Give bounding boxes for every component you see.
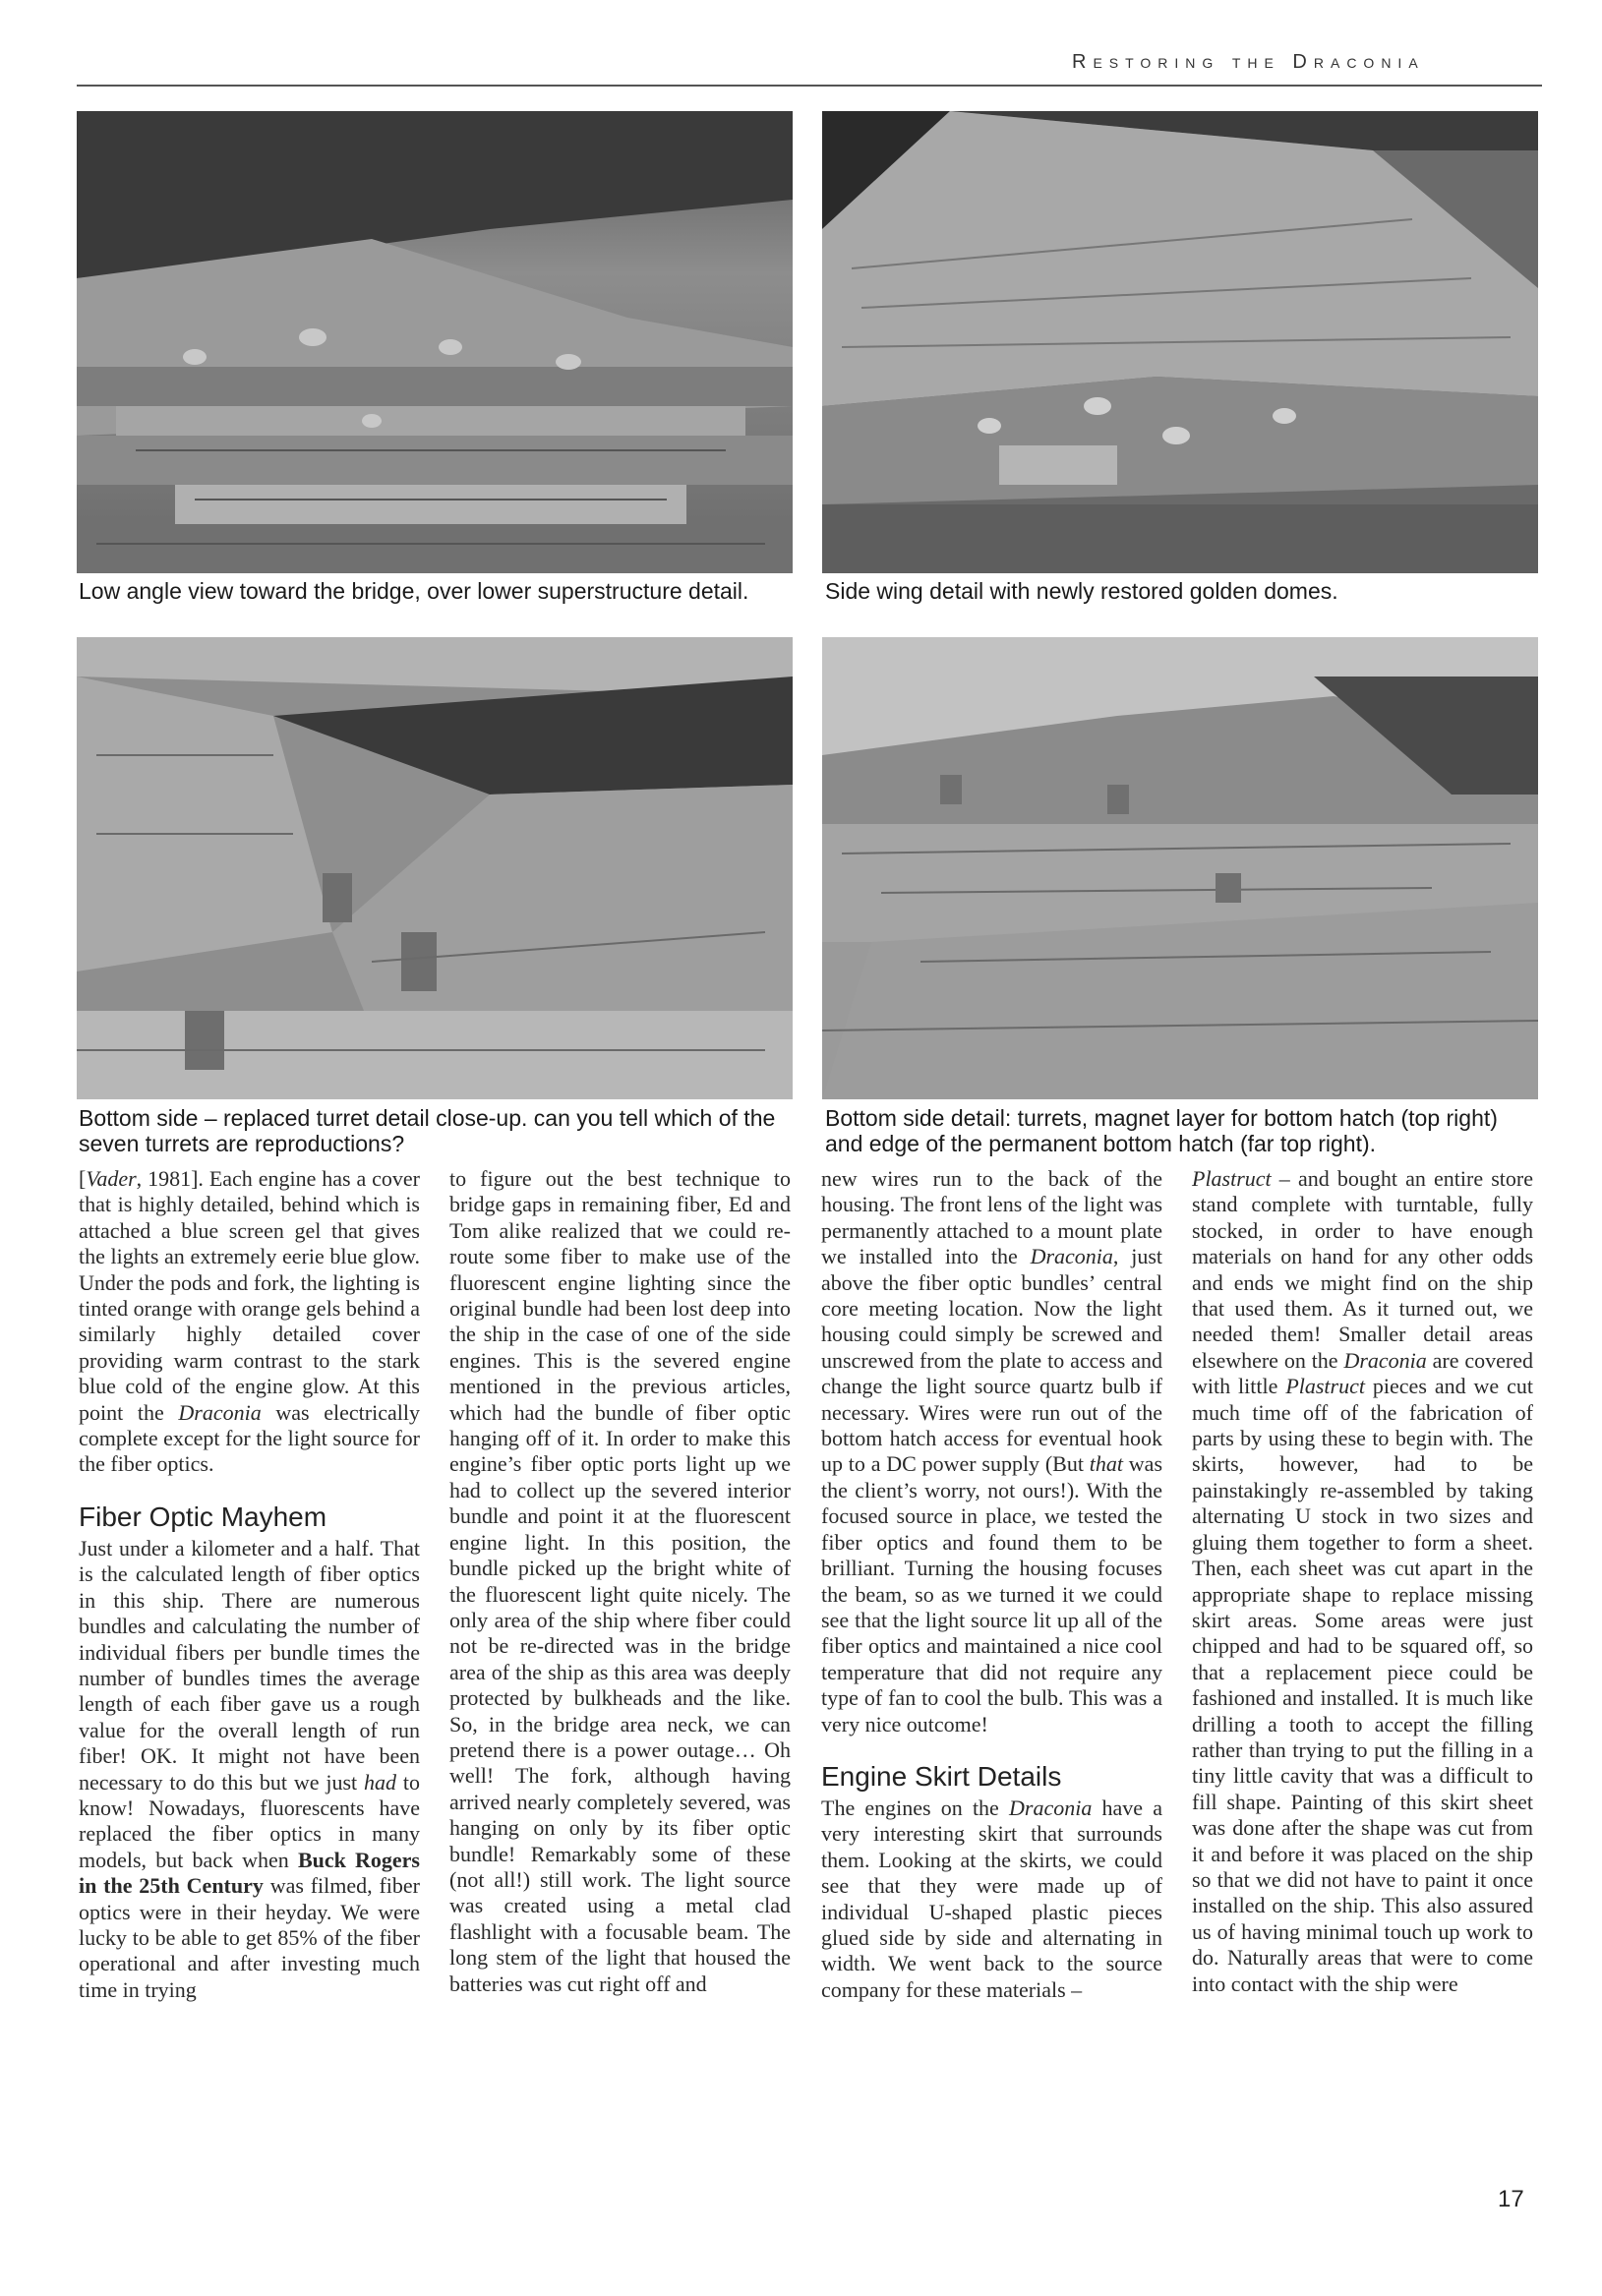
- citation-year: , 1981].: [136, 1166, 209, 1191]
- citation-title: Vader: [86, 1166, 137, 1191]
- text-run: was the client’s worry, not ours!). With the focused source in place, we tested the fiber optics and found them to be brilliant. Turning the housing focuses the beam, so as we turned it we could see that the light source lit up all of the fiber optics and maintained a nice cool temperature that did not require any type of fan to cool the bulb. This was a very nice outcome!: [821, 1451, 1163, 1737]
- paragraph: [821, 1166, 1162, 1737]
- ship-name: Draconia: [1030, 1244, 1113, 1269]
- running-head: Restoring the Draconia: [1072, 51, 1425, 73]
- header-rule: [77, 85, 1542, 87]
- text-run: pieces and we cut much time off of the fabrication of parts by using these to begin with. The skirts, however, had to be painstakingly re-assembled by taking alternating U stock in two sizes and gluing them together to form a sheet. Then, each sheet was cut apart in the appropriate shape to replace missing skirt areas. Some areas were just chipped and had to be squared off, so that a replacement piece could be fashioned and installed. It is much like drilling a tooth to accept the filling rather than trying to put the filling in a tiny little cavity that was a difficult to fill shape. Painting of this skirt sheet was done after the shape was cut from it and before it was placed on the ship so that we did not have to paint it once installed on the ship. This also assured us of having minimal touch up work to do. Naturally areas that were to come into contact with the ship were: [1192, 1374, 1533, 1996]
- text-run: Just under a kilometer and a half. That is the calculated length of fiber optics in this ship. There are numerous bundles and calculating the number of individual fibers per bundle times the number of bundles times the average length of each fiber gave us a rough value for the overall length of run fiber! OK. It might not have been necessary to do this but we just: [79, 1535, 420, 1795]
- paragraph: [1192, 1166, 1533, 1997]
- photo-low-angle-bridge: [77, 111, 793, 573]
- text-run: The engines on the: [821, 1795, 1010, 1820]
- text-run: , just above the fiber optic bundles’ central core meeting location. Now the light housing could simply be screwed and unscrewed from the plate to access and change the light source quartz bulb if necessary. Wires were run out of the bottom hatch access for eventual hook up to a DC power supply (But: [821, 1244, 1162, 1477]
- text-run: Each engine has a cover that is highly detailed, behind which is attached a blue screen gel that gives the lights an extremely eerie blue glow. Under the pods and fork, the lighting is tinted orange with orange gels behind a similarly highly detailed cover providing warm contrast to the stark blue cold of the engine glow. At this point the: [79, 1166, 421, 1425]
- section-heading-fiber-optic: Fiber Optic Mayhem: [79, 1501, 327, 1532]
- brand-name: Plastruct: [1285, 1374, 1365, 1399]
- text-run: new wires run to the back of the housing. The front lens of the light was permanently attached to a mount plate we installed into the: [821, 1166, 1162, 1269]
- brand-name: Plastruct: [1192, 1166, 1272, 1191]
- paragraph: to figure out the best technique to bridge gaps in remaining fiber, Ed and Tom alike realized that we could re-route some fiber to make use of the fluorescent engine lighting since the original bundle had been lost deep into the ship in the case of one of the side engines. This is the severed engine mentioned in the previous articles, which had the bundle of fiber optic hanging off of it. In order to make this engine’s fiber optic ports light up we had to collect up the severed interior bundle and point it at the fluorescent engine light. In this position, the bundle picked up the bright white of the fluorescent light quite nicely. The only area of the ship where fiber could not be re-directed was in the bridge area of the ship as this area was deeply protected by bulkheads and the like. So, in the bridge area neck, we can pretend there is a power outage… Oh well! The fork, although having arrived nearly completely severed, was hanging on only by its fiber optic bundle! Remarkably some of these (not all!) still work. The light source was created using a metal clad flashlight with a focusable beam. The long stem of the light that housed the batteries was cut right off and: [449, 1166, 791, 1996]
- paragraph: [79, 1536, 420, 2003]
- text-run: are covered with little: [1192, 1347, 1534, 1399]
- text-run: – and bought an entire store stand complete with turntable, fully stocked, in order to have enough materials on hand for any other odds and ends we might find on the ship that used them. As it turned out, we needed them! Smaller detail areas elsewhere on the: [1192, 1166, 1533, 1373]
- article-column-2: [449, 1166, 791, 1997]
- caption-photo-4: Bottom side detail: turrets, magnet layer for bottom hatch (top right) and edge of the permanent bottom hatch (far top right).: [825, 1105, 1498, 1156]
- paragraph: [Vader, 1981]. Each engine has a cover that is highly detailed, behind which is attached a blue screen gel that gives the lights an extremely eerie blue glow. Under the pods and fork, the lighting is tinted orange with orange gels behind a similarly highly detailed cover providing warm contrast to the stark blue cold of the engine glow. At this point the Draconia was electrically complete except for the light source for the fiber optics.: [79, 1166, 421, 1477]
- ship-name: Draconia: [178, 1399, 262, 1425]
- caption-photo-3: Bottom side – replaced turret detail close-up. can you tell which of the seven turrets are reproductions?: [79, 1105, 776, 1156]
- section-heading-engine-skirt: Engine Skirt Details: [821, 1760, 1062, 1792]
- show-title: Buck Rogers in the 25th Century: [79, 1847, 420, 1899]
- text-run: was electrically complete except for the light source for the fiber optics.: [79, 1399, 420, 1477]
- text-run: to know! Nowadays, fluorescents have replaced the fiber optics in many models, but back when: [79, 1769, 420, 1872]
- article-column-4: [1192, 1166, 1533, 1997]
- article-column-3: [821, 1166, 1162, 2003]
- emphasis: that: [1089, 1451, 1123, 1477]
- photo-bottom-side-detail: [822, 637, 1538, 1099]
- ship-name: Draconia: [1009, 1795, 1093, 1820]
- caption-photo-1: Low angle view toward the bridge, over lower superstructure detail.: [79, 578, 749, 604]
- photo-side-wing-domes: [822, 111, 1538, 573]
- text-run: have a very interesting skirt that surrounds them. Looking at the skirts, we could see that they were made up of individual U-shaped plastic pieces glued side by side and alternating in width. We went back to the source company for these materials –: [821, 1795, 1162, 2002]
- ship-name: Draconia: [1343, 1347, 1427, 1373]
- article-column-1: [79, 1166, 420, 2003]
- photo-bottom-turret-closeup: [77, 637, 793, 1099]
- paragraph: [821, 1796, 1162, 2003]
- caption-photo-2: Side wing detail with newly restored golden domes.: [825, 578, 1338, 604]
- text-run: was filmed, fiber optics were in their heyday. We were lucky to be able to get 85% of the fiber operational and after investing much time in trying: [79, 1873, 420, 2002]
- emphasis: had: [364, 1769, 396, 1795]
- page-number: 17: [1498, 2186, 1524, 2212]
